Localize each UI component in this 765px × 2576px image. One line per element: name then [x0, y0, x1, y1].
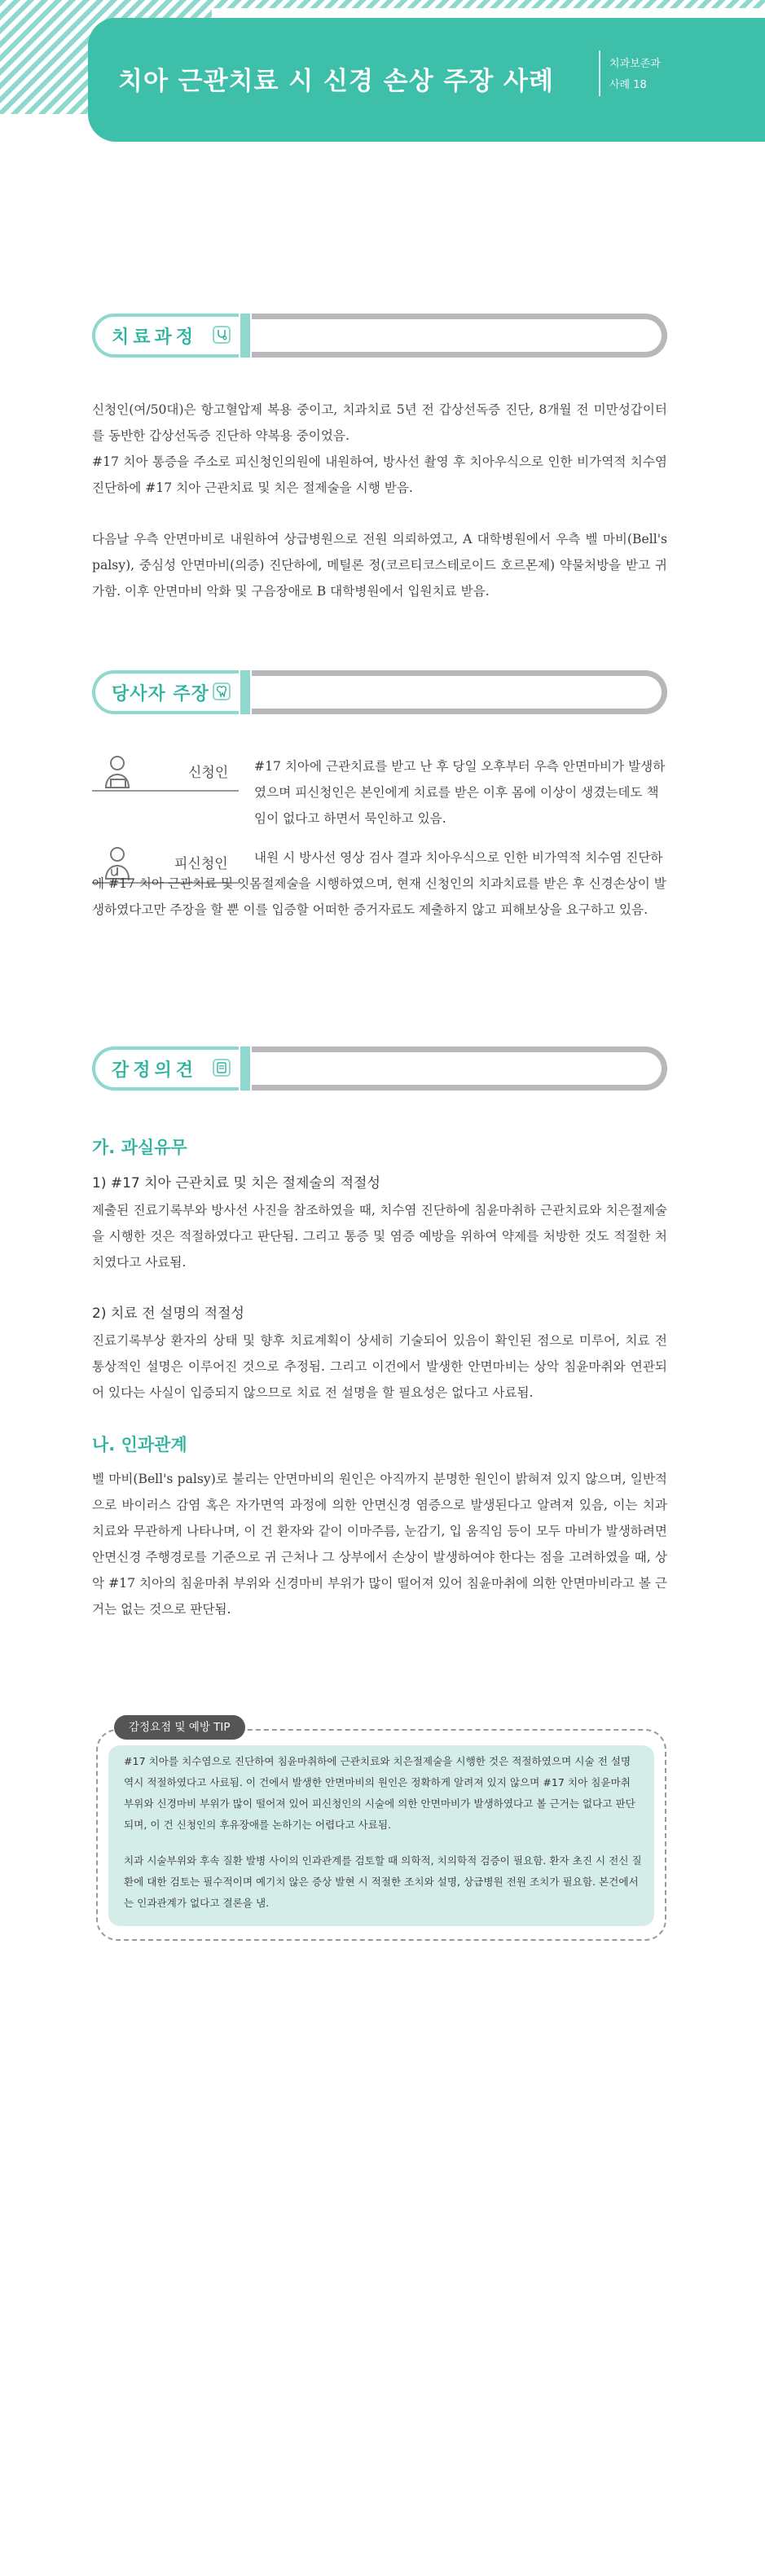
section-bar-line — [252, 670, 667, 714]
tip-paragraph-2: 치과 시술부위와 후속 질환 발병 사이의 인과관계를 검토할 때 의학적, 치의학적 검증이 필요함. 환자 초진 시 전신 질환에 대한 검토는 필수적이며 예기치 않은 증상 발현 시 적절한 조치와 설명, 상급병원 전원 조치가 필요함. 본건에서는 인과관계가 없다고 결론을 냄. — [124, 1854, 642, 1909]
header-category: 치과보존과 — [609, 58, 661, 70]
header-meta — [609, 54, 661, 96]
header-divider — [599, 50, 600, 96]
section-tab-accent — [240, 670, 250, 714]
section-header-claims — [92, 670, 667, 719]
section-title-treatment: 치료과정 — [112, 327, 198, 348]
treatment-paragraph-2: #17 치아 통증을 주소로 피신청인의원에 내원하여, 방사선 촬영 후 치아우식으로 인한 비가역적 치수염 진단하에 #17 치아 근관치료 및 치은 절제술을 시행 받음. — [92, 454, 667, 495]
applicant-label: 신청인 — [188, 765, 229, 781]
applicant-claim-text: #17 치아에 근관치료를 받고 난 후 당일 오후부터 우측 안면마비가 발생하였으며 피신청인은 본인에게 치료를 받은 이후 몸에 이상이 생겼는데도 책임이 없다고 하면서 묵인하고 있음. — [254, 759, 666, 826]
header-case-number: 사례 18 — [609, 79, 647, 91]
answer-1: 제출된 진료기록부와 방사선 사진을 참조하였을 때, 치수염 진단하에 침윤마취하 근관치료와 치은절제술을 시행한 것은 적절하였다고 판단됨. 그리고 통증 및 염증 예방을 위하여 약제를 처방한 것도 적절한 처치였다고 사료됨. — [92, 1203, 667, 1270]
section-tab-accent — [240, 314, 250, 358]
causation-heading: 나. 인과관계 — [92, 1435, 187, 1455]
section-tab-accent — [240, 1047, 250, 1091]
tooth-icon — [213, 682, 231, 700]
section-title-opinion: 감정의견 — [112, 1060, 198, 1081]
stethoscope-icon — [213, 326, 231, 344]
applicant-underline — [92, 790, 239, 792]
treatment-paragraph-3: 다음날 우측 안면마비로 내원하여 상급병원으로 전원 의뢰하였고, A 대학병원에서 우측 벨 마비(Bell's palsy), 중심성 안면마비(의증) 진단하에, 메틸론 정(코르티코스테로이드 호르몬제) 약물처방을 받고 귀가함. 이후 안면마비 악화 및 구음장애로 B 대학병원에서 입원치료 받음. — [92, 532, 667, 599]
section-header-opinion — [92, 1047, 667, 1095]
tip-tag: 감정요점 및 예방 TIP — [114, 1715, 245, 1740]
respondent-label: 피신청인 — [174, 856, 228, 872]
document-icon — [213, 1059, 231, 1077]
section-bar-line — [252, 1047, 667, 1091]
applicant-person-icon — [99, 753, 145, 792]
tip-paragraph-1: #17 치아를 치수염으로 진단하여 침윤마취하에 근관치료와 치은절제술을 시행한 것은 적절하였으며 시술 전 설명 역시 적절하였다고 사료됨. 이 건에서 발생한 안면마비의 원인은 정확하게 알려져 있지 않으며 #17 치아 침윤마취 부위와 신경마비 부위가 많이 떨어져 있어 피신청인의 시술에 의한 안면마비가 발생하였다고 볼 근거는 없다고 판단되며, 이 건 신청인의 후유장애를 논하기는 어렵다고 사료됨. — [124, 1755, 635, 1831]
question-1: 1) #17 치아 근관치료 및 치은 절제술의 적절성 — [92, 1175, 380, 1191]
section-bar-line — [252, 314, 667, 358]
answer-2: 진료기록부상 환자의 상태 및 향후 치료계획이 상세히 기술되어 있음이 확인된 점으로 미루어, 치료 전 통상적인 설명은 이루어진 것으로 추정됨. 그리고 이건에서 발생한 안면마비는 상악 침윤마취와 연관되어 있다는 사실이 입증되지 않으므로 치료 전 설명을 할 필요성은 없다고 사료됨. — [92, 1333, 667, 1400]
treatment-paragraph-1: 신청인(여/50대)은 항고혈압제 복용 중이고, 치과치료 5년 전 갑상선독증 진단, 8개월 전 미만성갑이터를 동반한 갑상선독증 진단하 약복용 중이었음. — [92, 402, 667, 443]
section-header-treatment — [92, 314, 667, 362]
page-title: 치아 근관치료 시 신경 손상 주장 사례 — [118, 67, 554, 96]
respondent-claim-text: 내원 시 방사선 영상 검사 결과 치아우식으로 인한 비가역적 치수염 진단하에 #17 치아 근관치료 및 잇몸절제술을 시행하였으며, 현재 신청인의 치과치료를 받은 후 신경손상이 발생하였다고만 주장을 할 뿐 이를 입증할 어떠한 증거자료도 제출하지 않고 피해보상을 요구하고 있음. — [92, 850, 666, 917]
negligence-heading: 가. 과실유무 — [92, 1138, 187, 1157]
section-title-claims: 당사자 주장 — [112, 684, 209, 704]
causation-text: 벨 마비(Bell's palsy)로 불리는 안면마비의 원인은 아직까지 분명한 원인이 밝혀져 있지 않으며, 일반적으로 바이러스 감염 혹은 자가면역 과정에 의한 안면신경 염증으로 발생된다고 알려져 있음, 이는 치과 치료와 무관하게 나타나며, 이 건 환자와 같이 이마주름, 눈감기, 입 움직임 등이 모두 마비가 발생하려면 안면신경 주행경로를 기준으로 귀 근처나 그 상부에서 손상이 발생하여야 한다는 점을 고려하였을 때, 상악 #17 치아의 침윤마취 부위와 신경마비 부위가 많이 떨어져 있어 침윤마취에 의한 안면마비라고 볼 근거는 없는 것으로 판단됨. — [92, 1472, 667, 1617]
question-2: 2) 치료 전 설명의 적절성 — [92, 1306, 244, 1322]
